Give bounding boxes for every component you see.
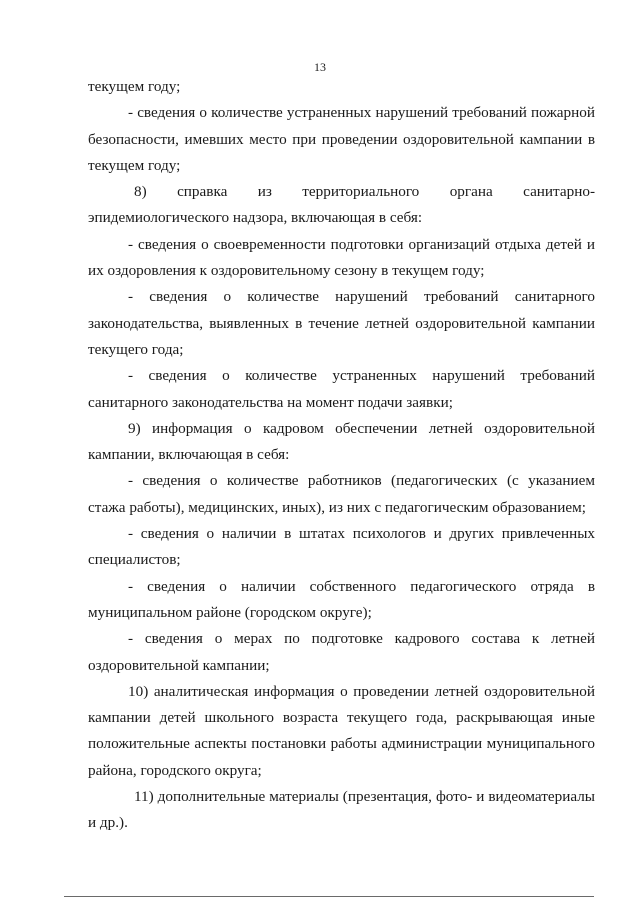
paragraph-item-11: 11) дополнительные материалы (презентация, фото- и видеоматериалы и др.).	[88, 788, 595, 832]
document-body	[88, 74, 595, 837]
paragraph-readiness: - сведения о своевременности подготовки организаций отдыха детей и их оздоровления к оздоровительному сезону в текущем году;	[88, 235, 595, 280]
paragraph-fire-safety-violations: - сведения о количестве устраненных нарушений требований пожарной безопасности, имевших место при проведении оздоровительной кампании в текущем году;	[88, 104, 595, 174]
paragraph-fixed-sanitary-violations: - сведения о количестве устраненных нарушений требований санитарного законодательства на момент подачи заявки;	[88, 367, 595, 411]
paragraph-pedagogical-squad: - сведения о наличии собственного педагогического отряда в муниципальном районе (городском округе);	[88, 577, 595, 621]
paragraph-sanitary-violations: - сведения о количестве нарушений требований санитарного законодательства, выявленных в течение летней оздоровительной кампании текущего года;	[88, 288, 595, 358]
paragraph-item-9: 9) информация о кадровом обеспечении летней оздоровительной кампании, включающая в себя:	[88, 419, 595, 464]
page-number: 13	[314, 60, 326, 74]
bottom-rule	[64, 896, 594, 897]
paragraph-staff-training: - сведения о мерах по подготовке кадрового состава к летней оздоровительной кампании;	[88, 630, 595, 674]
paragraph-item-10: 10) аналитическая информация о проведении летней оздоровительной кампании детей школьного возраста текущего года, раскрывающая иные положительные аспекты постановки работы администрации муниципального района, городского округа;	[88, 682, 595, 779]
paragraph-staff-count: - сведения о количестве работников (педагогических (с указанием стажа работы), медицинских, иных), из них с педагогическим образованием;	[88, 472, 595, 516]
paragraph-psychologists: - сведения о наличии в штатах психологов и других привлеченных специалистов;	[88, 525, 595, 569]
paragraph-continuation: текущем году;	[88, 78, 181, 95]
paragraph-item-8: 8) справка из территориального органа санитарно-эпидемиологического надзора, включающая в себя:	[88, 183, 595, 227]
